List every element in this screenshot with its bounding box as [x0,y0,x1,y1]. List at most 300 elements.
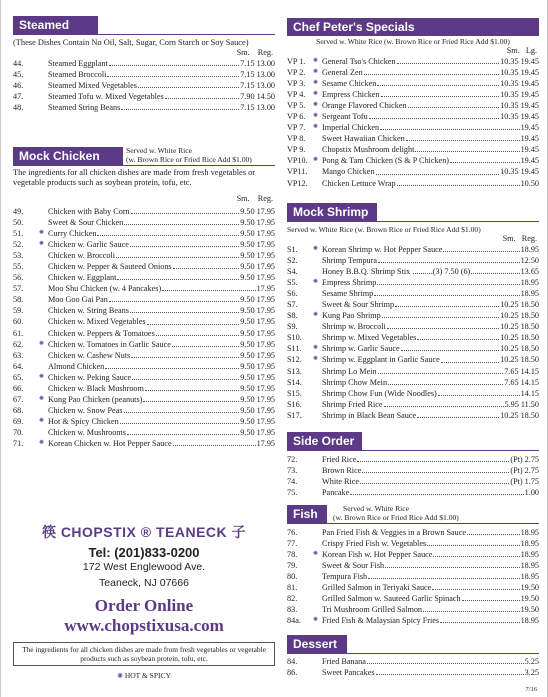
item-number: S17. [287,410,302,420]
dot-leader [378,255,520,263]
ingredients-disclaimer: The ingredients for all chicken dishes are made from fresh vegetables or vegetable products such as soybean protein, tofu, etc. [13,642,275,666]
dot-leader [165,91,240,99]
item-price: 10.25 18.50 [500,344,539,354]
menu-item-row [287,56,539,67]
item-name: Tri Mushroom Grilled Salmon [322,605,423,615]
dot-leader [121,102,239,110]
item-name: Chicken with Baby Corn [48,207,130,216]
item-name: Chicken w. Peking Sauce [48,372,132,382]
item-name: Steamed Eggplant [48,59,108,68]
menu-item-row [287,332,539,343]
dot-leader [401,343,499,351]
item-number: VP11. [287,167,308,177]
item-price: 9.50 17.95 [240,405,275,415]
item-number: 55. [13,262,24,272]
item-name: Moo Shu Chicken (w. 4 Pancakes) [48,284,162,294]
item-name: Honey B.B.Q. Shrimp Stix ..........(3) 7.50 (6) [322,267,471,277]
item-name: Chopstix Mushroom delight [322,145,415,155]
menu-item-row [13,91,275,102]
menu-item-row [287,122,539,133]
dot-leader [376,166,500,174]
item-name: Grilled Salmon w. Sauteed Garlic Spinach [322,594,461,604]
menu-item-row [287,388,539,399]
item-price: 7.65 14.15 [504,366,539,376]
menu-item-row [287,288,539,299]
item-name: Sesame Chicken [322,79,377,89]
menu-item-row [287,166,539,177]
phone-number[interactable]: Tel: (201)833-0200 [88,545,200,560]
item-price: 9.50 17.95 [240,306,275,316]
hot-spicy-icon [39,217,48,228]
menu-item-row [287,299,539,310]
item-price: 7.15 13.00 [240,81,275,91]
hot-spicy-icon [313,571,322,582]
hot-spicy-icon [313,399,322,410]
menu-item-row [13,206,275,217]
chopstix-logo: 筷 CHOPSTIX ® TEANECK 子 [41,524,247,540]
hot-spicy-icon [39,405,48,416]
dot-leader [145,383,239,391]
dot-leader [415,144,519,152]
item-price: 19.45 [520,145,539,155]
shrimp-col-headers: Sm. Reg. [502,234,537,243]
dot-leader [467,527,520,535]
dot-leader [130,239,239,247]
item-number: VP 8. [287,134,306,144]
hot-spicy-icon: ✺ [313,102,319,109]
dot-leader [162,283,255,291]
hot-spicy-legend: ✺ HOT & SPICY [117,671,171,680]
menu-item-row [13,228,275,239]
item-name: Kung Pao Chicken (peanuts) [48,394,143,404]
menu-item-row [287,78,539,89]
item-name: Sesame Shrimp [322,289,374,299]
item-name: Shrimp Lo Mein [322,366,377,376]
hot-spicy-icon [39,305,48,316]
item-name: Chicken w. Broccoli [48,251,115,261]
item-name: Steamed Broccoli [48,70,107,80]
item-name: Curry Chicken [48,229,97,239]
item-name: Shrimp Chow Fun (Wide Noodles) [322,388,437,398]
item-price: 19.50 [520,605,539,615]
hot-spicy-icon [39,69,48,80]
steamed-section [13,16,275,113]
hot-spicy-icon [313,476,322,487]
item-number: 58. [13,295,24,305]
item-price: 9.50 17.95 [240,218,275,228]
item-price: 18.95 [520,616,539,626]
item-number: S7. [287,300,298,310]
item-number: 63. [13,350,24,360]
menu-item-row [287,538,539,549]
item-price: 12.50 [520,256,539,266]
hot-spicy-icon: ✺ [313,551,319,558]
menu-item-row [287,178,539,189]
item-name: Shrimp w. Eggplant in Garlic Sauce [322,355,440,365]
item-name: Imperial Chicken [322,123,380,133]
item-name: Chicken w. Eggplant [48,273,117,283]
item-price: 18.95 [520,572,539,582]
item-name: Shrimp w. Broccoli [322,322,386,332]
item-price: 18.95 [520,289,539,299]
item-number: 75. [287,488,298,498]
steamed-title: Steamed [13,16,98,34]
chef-specials-title: Chef Peter's Specials [287,18,539,36]
item-price: 10.25 18.50 [500,333,539,343]
menu-item-row [13,239,275,250]
hot-spicy-icon [39,102,48,113]
item-price: 10.25 18.50 [500,300,539,310]
item-price: 9.50 17.95 [240,328,275,338]
dot-leader [130,305,239,313]
item-number: 76. [287,528,298,537]
item-price: 9.50 17.95 [240,273,275,283]
item-price: 9.50 17.95 [240,317,275,327]
mock-shrimp-title: Mock Shrimp [287,203,377,221]
dot-leader [131,350,239,358]
hot-spicy-icon [313,465,322,476]
dot-leader [377,78,499,86]
item-number: 80. [287,572,298,582]
dot-leader [117,272,239,280]
item-price: 9.50 17.95 [240,416,275,426]
menu-item-row [287,354,539,365]
item-number: VP 3. [287,79,306,89]
item-name: Pan Fried Fish & Veggies in a Brown Sauce [322,528,467,537]
item-price: 9.50 17.95 [240,427,275,437]
item-price: 9.50 17.95 [240,207,275,216]
hot-spicy-icon [39,58,48,69]
menu-item-row [287,571,539,582]
hot-spicy-icon [39,294,48,305]
menu-item-row [287,89,539,100]
item-price: 19.45 [520,123,539,133]
item-name: Shrimp w. Garlic Sauce [322,344,400,354]
fish-section [287,504,539,626]
item-number: 74. [287,477,298,487]
item-number: 47. [13,92,24,102]
item-number: 86. [287,668,298,678]
menu-item-row [287,343,539,354]
hot-spicy-icon: ✺ [39,230,45,237]
dot-leader [173,261,240,269]
item-price: (Pt) 1.75 [510,477,539,487]
dot-leader [417,410,499,418]
dot-leader [471,266,519,274]
dot-leader [432,582,519,590]
dot-leader [395,299,499,307]
item-number: 48. [13,103,24,113]
item-price: 3.25 [524,668,539,678]
item-price: 18.95 [520,528,539,537]
menu-item-row [13,328,275,339]
item-price: 9.50 17.95 [240,251,275,261]
item-price: 5.25 [524,657,539,666]
dot-leader [376,667,524,675]
item-number: 60. [13,317,24,327]
item-number: S8. [287,311,298,321]
menu-item-row [287,111,539,122]
hot-spicy-icon [313,144,322,155]
item-price: 17.95 [256,438,275,448]
item-number: VP 2. [287,68,306,78]
item-name: Steamed Mixed Vegetables [48,81,137,91]
dot-leader [378,366,504,374]
hot-spicy-icon [313,178,322,189]
item-price: 19.45 [520,134,539,144]
dot-leader [417,332,499,340]
hot-spicy-icon: ✺ [313,356,319,363]
hot-spicy-icon [39,80,48,91]
hot-spicy-icon [313,366,322,377]
dot-leader [156,328,239,336]
item-price: 1.00 [524,488,539,498]
hot-spicy-icon [313,667,322,678]
menu-item-row [287,366,539,377]
item-price: (Pt) 2.75 [510,466,539,476]
item-name: Grilled Salmon in Teriyaki Sauce [322,583,432,593]
hot-spicy-icon: ✺ [313,91,319,98]
item-name: Steamed String Beans [48,103,121,113]
menu-item-row [13,217,275,228]
dot-leader [124,217,239,225]
menu-item-row [287,476,539,487]
dot-leader [441,354,499,362]
dot-leader [433,549,519,557]
item-name: Tempura Fish [322,572,368,582]
hot-spicy-icon: ✺ [39,417,45,424]
item-number: S1. [287,245,298,254]
menu-item-row [13,283,275,294]
menu-item-row [13,383,275,394]
item-price: 7.65 14.15 [504,377,539,387]
dot-leader [132,372,239,380]
item-name: General Tso's Chicken [322,57,396,66]
hot-spicy-icon [313,454,322,465]
menu-item-row [13,69,275,80]
hot-spicy-icon [313,299,322,310]
item-name: Crispy Fried Fish w. Vegetables [322,539,427,549]
dot-leader [406,133,520,141]
item-name: Hot & Spicy Chicken [48,416,119,426]
dot-leader [382,310,499,318]
dot-leader [107,69,239,77]
item-number: 81. [287,583,298,593]
item-name: Shrimp in Black Bean Sauce [322,410,417,420]
dot-leader [350,487,523,495]
item-number: 68. [13,405,24,415]
item-price: 10.35 19.45 [500,112,539,122]
item-number: S16. [287,399,302,409]
menu-item-row [13,350,275,361]
menu-item-row [287,67,539,78]
item-number: S6. [287,289,298,299]
steamed-list [13,58,275,113]
item-price: 7.90 14.50 [240,92,275,102]
menu-item-row [287,615,539,626]
item-number: 71. [13,438,24,448]
item-name: Fried Rice [322,455,357,464]
item-number: S13. [287,366,302,376]
item-number: 67. [13,394,24,404]
dot-leader [131,206,240,214]
chef-list [287,56,539,189]
item-price: 10.25 18.50 [500,322,539,332]
item-price: 10.35 19.45 [500,57,539,66]
hot-spicy-icon [313,604,322,615]
chef-col-headers: Sm. Lg. [506,46,537,55]
item-number: VP12. [287,178,308,188]
item-name: Sweet Pancakes [322,668,375,678]
menu-item-row [287,593,539,604]
menu-item-row [287,527,539,538]
side-order-section [287,432,539,498]
mock-chicken-section [13,146,275,449]
item-price: 9.50 17.95 [240,394,275,404]
dot-leader [127,427,239,435]
item-name: Chicken w. Garlic Sauce [48,240,129,250]
item-price: 10.35 19.45 [500,90,539,100]
menu-item-row [13,250,275,261]
item-price: 18.95 [520,539,539,549]
menu-item-row [287,310,539,321]
hot-spicy-icon [313,487,322,498]
dot-leader [367,656,524,664]
website-link[interactable]: www.chopstixusa.com [64,616,224,635]
item-number: S15. [287,388,302,398]
item-name: Fried Banana [322,657,366,666]
item-name: Empress Chicken [322,90,380,100]
item-number: VP 4. [287,90,306,100]
item-number: 57. [13,284,24,294]
dot-leader [397,178,520,186]
item-number: 50. [13,218,24,228]
menu-item-row [13,438,275,449]
hot-spicy-icon: ✺ [313,312,319,319]
item-name: Pong & Tam Chicken (S & P Chicken) [322,156,450,166]
menu-item-row [13,316,275,327]
hot-spicy-icon [313,288,322,299]
side-list [287,454,539,498]
mock-chicken-title: Mock Chicken [13,147,123,165]
dessert-section [287,635,539,678]
dot-leader [124,405,240,413]
item-price: 10.35 19.45 [500,68,539,78]
hot-spicy-icon [39,283,48,294]
item-price: 9.50 17.95 [240,383,275,393]
hot-spicy-icon [313,538,322,549]
item-price: 9.50 17.95 [240,240,275,250]
hot-spicy-icon [39,250,48,261]
item-price: 7.15 13.00 [240,103,275,113]
item-number: 66. [13,383,24,393]
item-name: Chicken w. String Beans [48,306,129,316]
menu-item-row [13,361,275,372]
mock-chicken-col-headers: Sm. Reg. [236,194,273,203]
hot-spicy-icon [39,91,48,102]
menu-item-row [13,272,275,283]
hot-spicy-icon: ✺ [117,672,123,680]
menu-item-row [13,294,275,305]
dot-leader [438,388,520,396]
item-name: Chicken w. Tomatoes in Garlic Sauce [48,339,171,349]
item-name: Empress Shrimp [322,278,377,288]
hot-spicy-icon [313,266,322,277]
item-name: Korean Fish w. Hot Pepper Sauce [322,550,433,560]
item-number: 82. [287,594,298,604]
item-name: Chicken w. Snow Peas [48,405,123,415]
menu-item-row [13,416,275,427]
hot-spicy-icon [313,582,322,593]
dot-leader [397,56,500,64]
item-price: 10.35 19.45 [500,101,539,111]
item-number: VP 7. [287,123,306,133]
item-number: 83. [287,605,298,615]
menu-item-row [13,339,275,350]
hot-spicy-icon [39,261,48,272]
item-number: S4. [287,267,298,277]
item-name: Sergeant Tofu [322,112,368,122]
page-number: 7/16 [525,686,537,693]
dessert-list [287,656,539,678]
item-price: 10.35 19.45 [500,79,539,89]
mock-chicken-served: Served w. White Rice (w. Brown Rice or Fried Rice Add $1.00) [126,146,252,164]
item-name: Korean Shrimp w. Hot Pepper Sauce [322,245,443,254]
dot-leader [97,228,239,236]
dot-leader [364,67,499,75]
item-name: Shrimp Fried Rice [322,399,383,409]
menu-item-row [287,321,539,332]
dot-leader [173,438,256,446]
menu-item-row [13,261,275,272]
item-price: 9.50 17.95 [240,295,275,305]
item-name: Shrimp Tempura [322,256,377,266]
hot-spicy-icon [39,383,48,394]
item-name: Sweet & Sour Chicken [48,218,124,228]
item-name: Brown Rice [322,466,362,476]
shrimp-served: Served w. White Rice (w. Brown Rice or Fried Rice Add $1.00) [287,225,481,234]
item-price: 17.95 [256,284,275,294]
item-name: Chicken Lettuce Wrap [322,178,396,188]
hot-spicy-icon [313,527,322,538]
hot-spicy-icon [39,272,48,283]
steamed-note: (These Dishes Contain No Oil, Salt, Sugar, Corn Starch or Soy Sauce) [13,38,249,47]
shrimp-list [287,244,539,421]
menu-item-row [287,410,539,421]
item-number: S2. [287,256,298,266]
item-price: 19.50 [520,583,539,593]
dot-leader [384,399,504,407]
menu-item-row [287,133,539,144]
item-number: 69. [13,416,24,426]
menu-item-row [287,255,539,266]
menu-item-row [287,656,539,667]
item-name: Steamed Tofu w. Mixed Vegetables [48,92,164,102]
hot-spicy-icon [313,560,322,571]
item-price: 9.50 17.95 [240,262,275,272]
item-price: 10.25 18.50 [500,311,539,321]
hot-spicy-icon [313,166,322,177]
item-number: 64. [13,361,24,371]
dot-leader [388,377,503,385]
item-price: 9.50 17.95 [240,339,275,349]
menu-item-row [287,155,539,166]
item-name: Chicken w. Mixed Vegetables [48,317,146,327]
dot-leader [369,111,499,119]
item-price: 10.25 18.50 [500,410,539,420]
hot-spicy-icon: ✺ [313,246,319,252]
item-number: S5. [287,278,298,288]
